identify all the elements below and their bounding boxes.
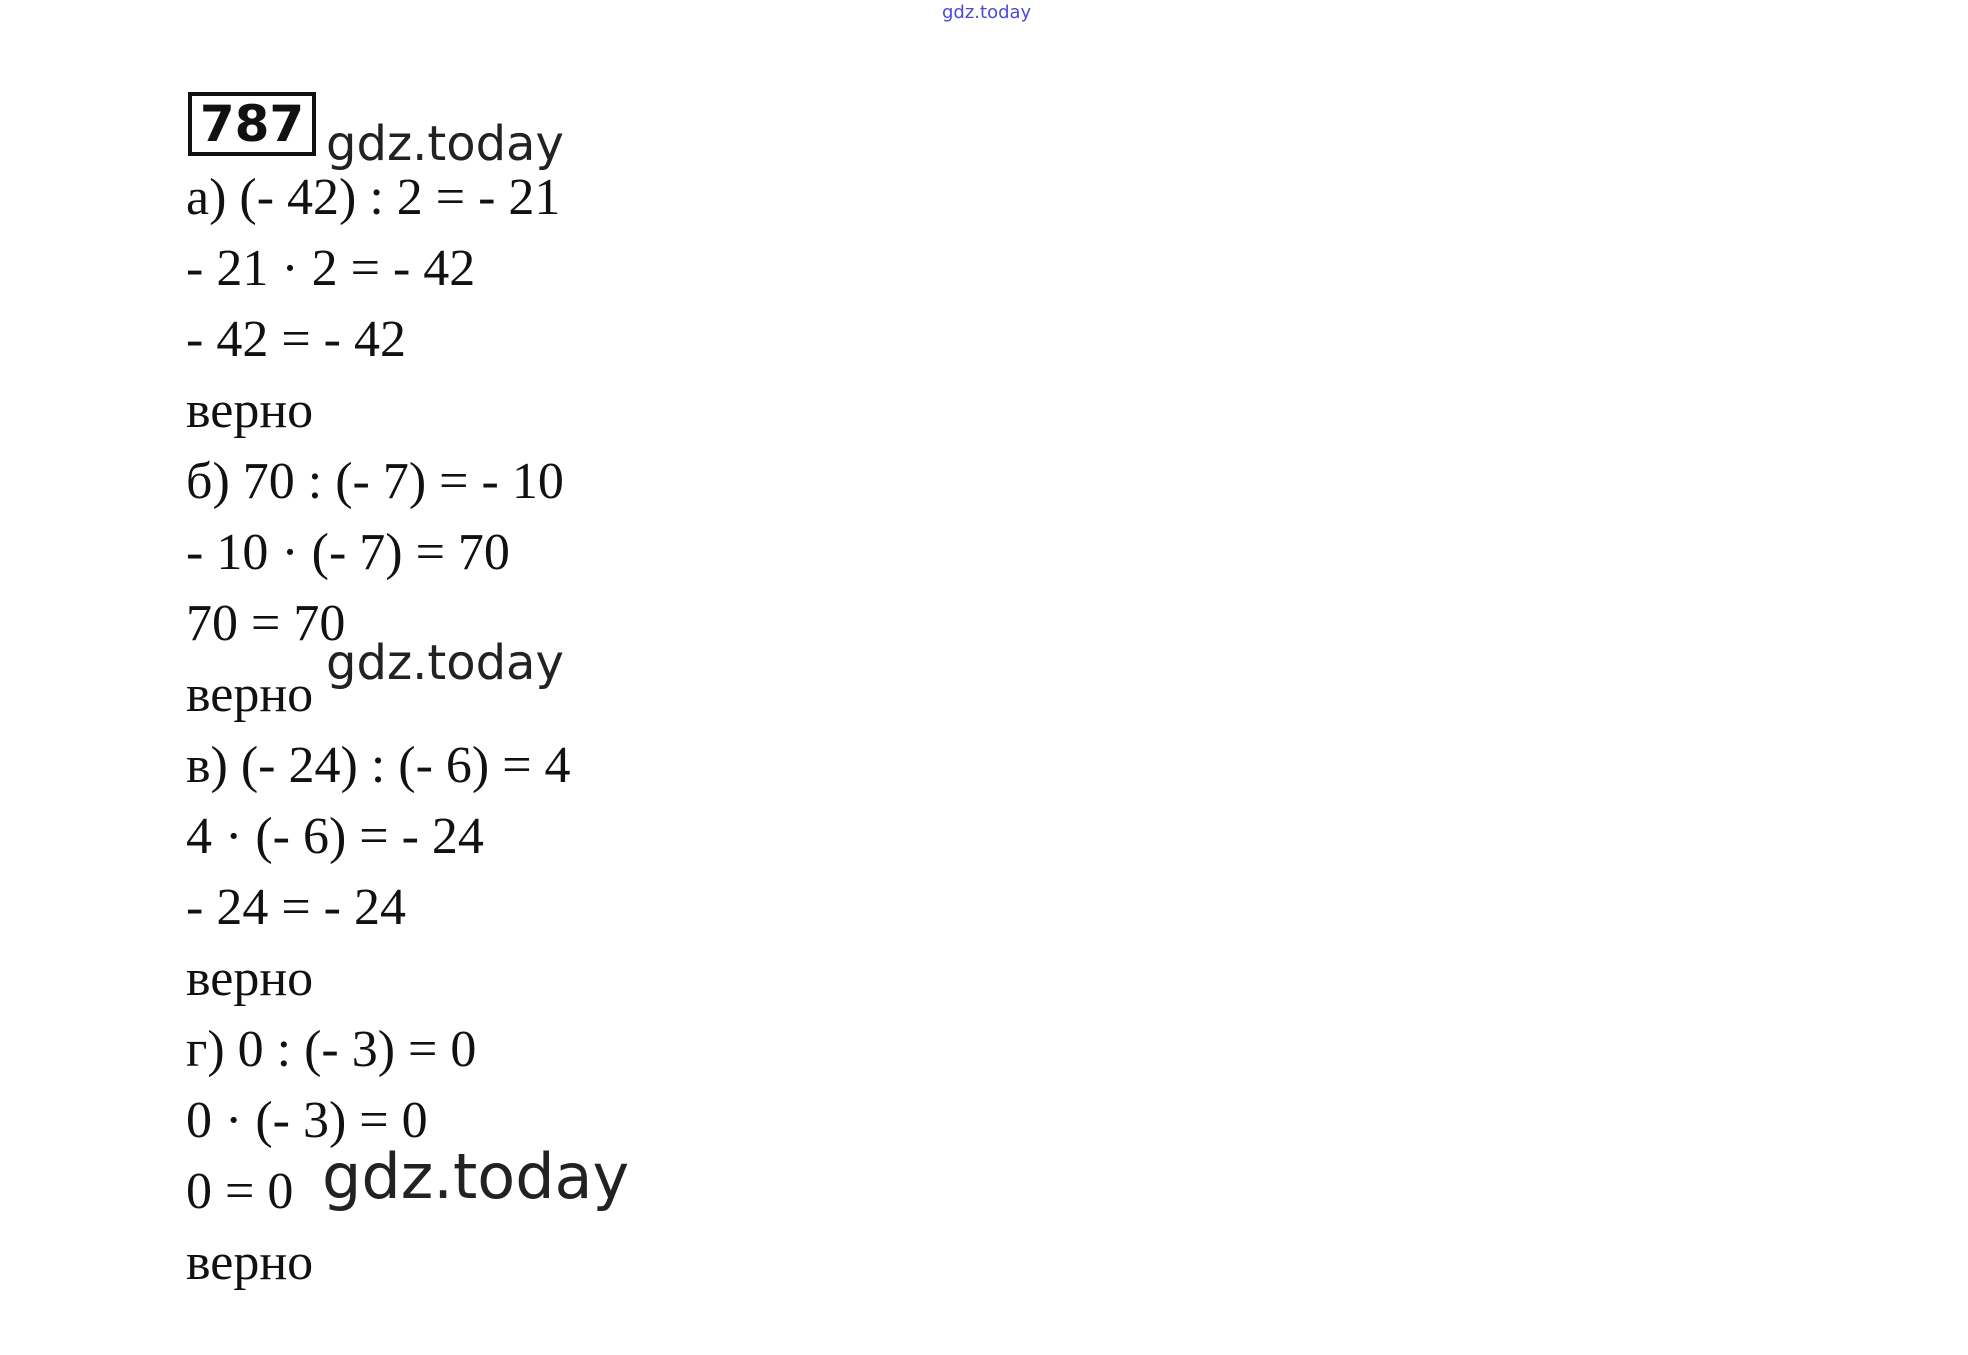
solution-line-c4: верно (186, 950, 314, 1007)
task-number-box (188, 92, 316, 156)
solution-line-a1: а) (- 42) : 2 = - 21 (186, 169, 561, 226)
solution-line-d2: 0 · (- 3) = 0 (186, 1092, 428, 1149)
solution-line-d3: 0 = 0 (186, 1163, 294, 1220)
solution-line-c1: в) (- 24) : (- 6) = 4 (186, 737, 571, 794)
watermark-1: gdz.today (326, 116, 564, 172)
watermark-3: gdz.today (322, 1140, 630, 1213)
solution-line-b1: б) 70 : (- 7) = - 10 (186, 453, 564, 510)
solution-line-d1: г) 0 : (- 3) = 0 (186, 1021, 477, 1078)
task-number: 787 (199, 95, 305, 153)
solution-line-c2: 4 · (- 6) = - 24 (186, 808, 484, 865)
solution-line-d4: верно (186, 1234, 314, 1291)
watermark-2: gdz.today (326, 635, 564, 691)
solution-line-a4: верно (186, 382, 314, 439)
solution-line-b3: 70 = 70 (186, 595, 346, 652)
solution-line-a3: - 42 = - 42 (186, 311, 406, 368)
top-watermark: gdz.today (942, 2, 1032, 23)
solution-line-b2: - 10 · (- 7) = 70 (186, 524, 510, 581)
solution-line-a2: - 21 · 2 = - 42 (186, 240, 476, 297)
solution-line-c3: - 24 = - 24 (186, 879, 406, 936)
solution-line-b4: верно (186, 666, 314, 723)
